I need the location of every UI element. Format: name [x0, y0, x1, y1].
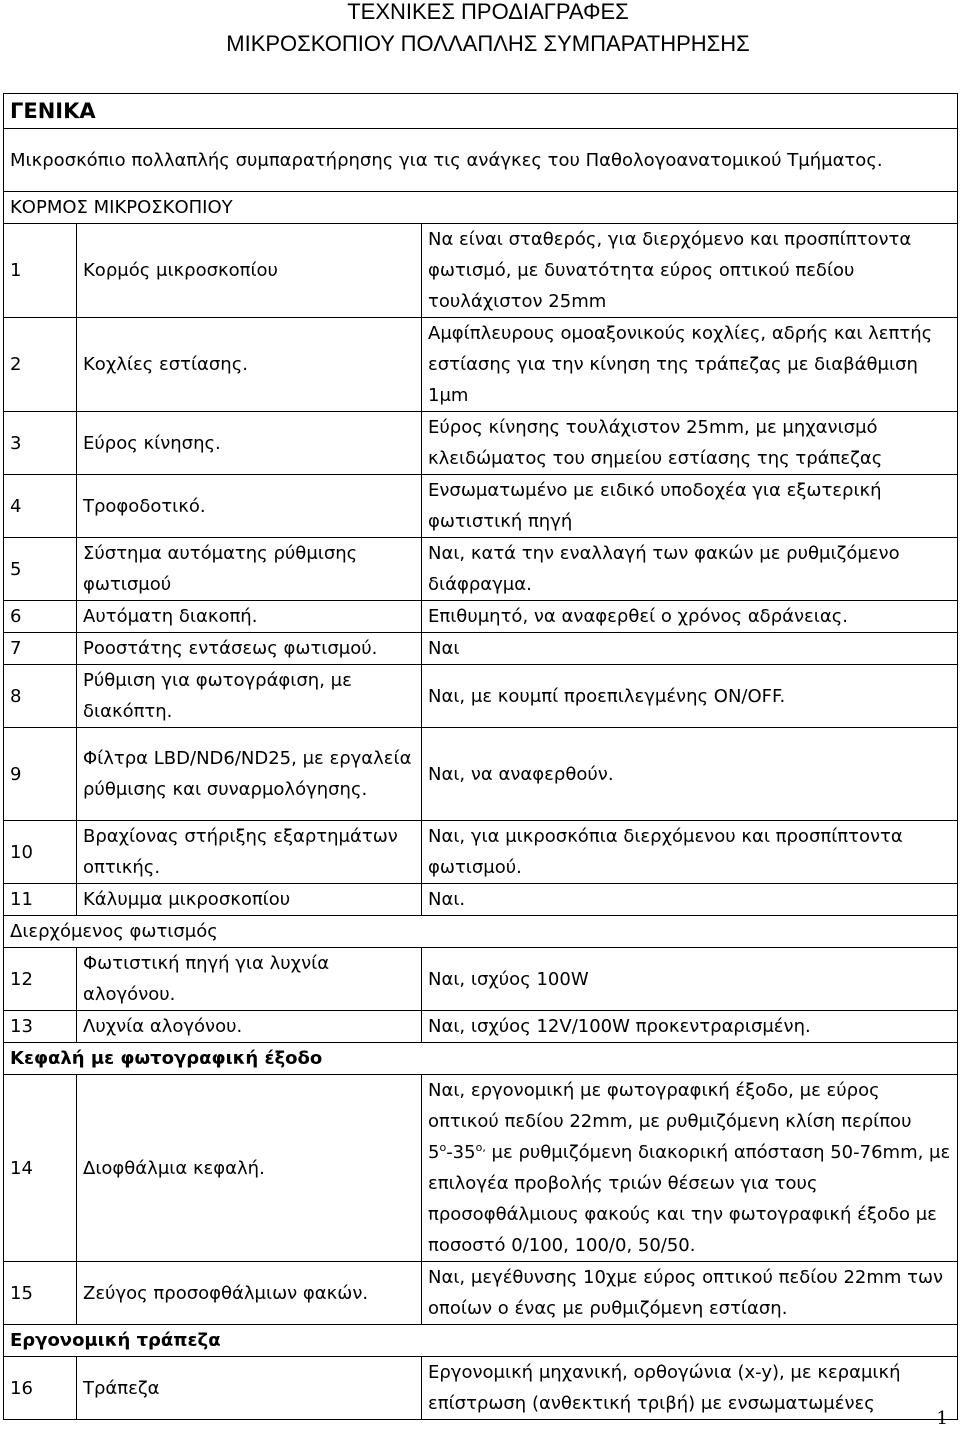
item-number: 6 — [4, 601, 77, 633]
general-intro-text: Μικροσκόπιο πολλαπλής συμπαρατήρησης για τις ανάγκες του Παθολογοανατομικού Τμήματος. — [4, 129, 958, 192]
section-row-stage — [4, 1325, 958, 1357]
item-value: Ναι, για μικροσκόπια διερχόμενου και προσπίπτοντα φωτισμού. — [422, 821, 958, 884]
item-value: Ναι, με κουμπί προεπιλεγμένης ON/OFF. — [422, 665, 958, 728]
item-name: Βραχίονας στήριξης εξαρτημάτων οπτικής. — [77, 821, 422, 884]
table-row — [4, 1075, 958, 1262]
table-row — [4, 665, 958, 728]
section-row-general — [4, 94, 958, 129]
item-number: 2 — [4, 318, 77, 412]
item-value — [422, 1075, 958, 1262]
item-name: Τράπεζα — [77, 1357, 422, 1420]
table-row — [4, 633, 958, 665]
item-name: Φωτιστική πηγή για λυχνία αλογόνου. — [77, 948, 422, 1011]
item-value: Επιθυμητό, να αναφερθεί ο χρόνος αδράνειας. — [422, 601, 958, 633]
item-name: Κάλυμμα μικροσκοπίου — [77, 884, 422, 916]
section-row-body — [4, 192, 958, 224]
item-value: Εύρος κίνησης τουλάχιστον 25mm, με μηχανισμό κλειδώματος του σημείου εστίασης της τράπεζας — [422, 412, 958, 475]
item-name: Φίλτρα LBD/ND6/ND25, με εργαλεία ρύθμισης και συναρμολόγησης. — [77, 728, 422, 821]
item-number: 14 — [4, 1075, 77, 1262]
table-row — [4, 475, 958, 538]
item-value-text: Ναι, εργονομική με φωτογραφική έξοδο, με εύρος οπτικού πεδίου 22mm, με ρυθμιζόμενη κλίση περίπου 5 — [428, 1080, 912, 1163]
item-number: 3 — [4, 412, 77, 475]
item-value-text: με ρυθμιζόμενη διακορική απόσταση 50-76mm, με επιλογέα προβολής τριών θέσεων για τους προσοφθάλμιους φακούς και την φωτογραφική έξοδο με ποσοστό 0/100, 100/0, 50/50. — [428, 1142, 951, 1256]
item-value: Ναι, ισχύος 100W — [422, 948, 958, 1011]
item-number: 13 — [4, 1011, 77, 1043]
item-name: Ζεύγος προσοφθάλμιων φακών. — [77, 1262, 422, 1325]
item-number: 8 — [4, 665, 77, 728]
table-row — [4, 1262, 958, 1325]
table-row — [4, 538, 958, 601]
degree-mark: ο, — [475, 1141, 486, 1154]
section-row-head — [4, 1043, 958, 1075]
section-heading-stage: Εργονομική τράπεζα — [4, 1325, 958, 1357]
item-name: Κοχλίες εστίασης. — [77, 318, 422, 412]
item-value: Ναι. — [422, 884, 958, 916]
item-name: Λυχνία αλογόνου. — [77, 1011, 422, 1043]
table-row — [4, 318, 958, 412]
item-value: Εργονομική μηχανική, ορθογώνια (x-y), με κεραμική επίστρωση (ανθεκτική τριβή) με ενσωματωμένες — [422, 1357, 958, 1420]
item-number: 16 — [4, 1357, 77, 1420]
item-name: Ροοστάτης εντάσεως φωτισμού. — [77, 633, 422, 665]
item-number: 12 — [4, 948, 77, 1011]
item-value: Ναι, κατά την εναλλαγή των φακών με ρυθμιζόμενο διάφραγμα. — [422, 538, 958, 601]
page-number: 1 — [936, 1408, 948, 1429]
item-name: Σύστημα αυτόματης ρύθμισης φωτισμού — [77, 538, 422, 601]
table-row — [4, 412, 958, 475]
table-row — [4, 1357, 958, 1420]
item-number: 4 — [4, 475, 77, 538]
item-name: Ρύθμιση για φωτογράφιση, με διακόπτη. — [77, 665, 422, 728]
general-intro-row — [4, 129, 958, 192]
item-number: 9 — [4, 728, 77, 821]
table-row — [4, 601, 958, 633]
section-row-transmitted — [4, 916, 958, 948]
item-value: Ναι — [422, 633, 958, 665]
table-row — [4, 948, 958, 1011]
degree-mark: ο — [439, 1141, 447, 1154]
table-row — [4, 821, 958, 884]
section-heading-body: ΚΟΡΜΟΣ ΜΙΚΡΟΣΚΟΠΙΟΥ — [4, 192, 958, 224]
table-row — [4, 224, 958, 318]
section-heading-photo-head: Κεφαλή με φωτογραφική έξοδο — [4, 1043, 958, 1075]
table-row — [4, 728, 958, 821]
item-name: Εύρος κίνησης. — [77, 412, 422, 475]
document-title-line-2: ΜΙΚΡΟΣΚΟΠΙΟΥ ΠΟΛΛΑΠΛΗΣ ΣΥΜΠΑΡΑΤΗΡΗΣΗΣ — [226, 31, 750, 56]
section-heading-general: ΓΕΝΙΚΑ — [4, 94, 958, 129]
item-number: 15 — [4, 1262, 77, 1325]
table-row — [4, 884, 958, 916]
item-value: Αμφίπλευρους ομοαξονικούς κοχλίες, αδρής και λεπτής εστίασης για την κίνηση της τράπεζας με διαβάθμιση 1μm — [422, 318, 958, 412]
table-row — [4, 1011, 958, 1043]
section-heading-transmitted-light: Διερχόμενος φωτισμός — [4, 916, 958, 948]
item-name: Τροφοδοτικό. — [77, 475, 422, 538]
item-value: Ενσωματωμένο με ειδικό υποδοχέα για εξωτερική φωτιστική πηγή — [422, 475, 958, 538]
item-name: Κορμός μικροσκοπίου — [77, 224, 422, 318]
specifications-table — [3, 93, 958, 1420]
item-number: 11 — [4, 884, 77, 916]
item-number: 7 — [4, 633, 77, 665]
item-number: 1 — [4, 224, 77, 318]
item-value-text: -35 — [446, 1142, 476, 1163]
item-number: 10 — [4, 821, 77, 884]
item-number: 5 — [4, 538, 77, 601]
item-value: Ναι, να αναφερθούν. — [422, 728, 958, 821]
item-value: Ναι, ισχύος 12V/100W προκεντραρισμένη. — [422, 1011, 958, 1043]
item-name: Διοφθάλμια κεφαλή. — [77, 1075, 422, 1262]
item-value: Να είναι σταθερός, για διερχόμενο και προσπίπτοντα φωτισμό, με δυνατότητα εύρος οπτικού πεδίου τουλάχιστον 25mm — [422, 224, 958, 318]
document-title-line-1: ΤΕΧΝΙΚΕΣ ΠΡΟΔΙΑΓΡΑΦΕΣ — [347, 0, 629, 24]
item-name: Αυτόματη διακοπή. — [77, 601, 422, 633]
item-value: Ναι, μεγέθυνσης 10χμε εύρος οπτικού πεδίου 22mm των οποίων ο ένας με ρυθμιζόμενη εστίαση. — [422, 1262, 958, 1325]
